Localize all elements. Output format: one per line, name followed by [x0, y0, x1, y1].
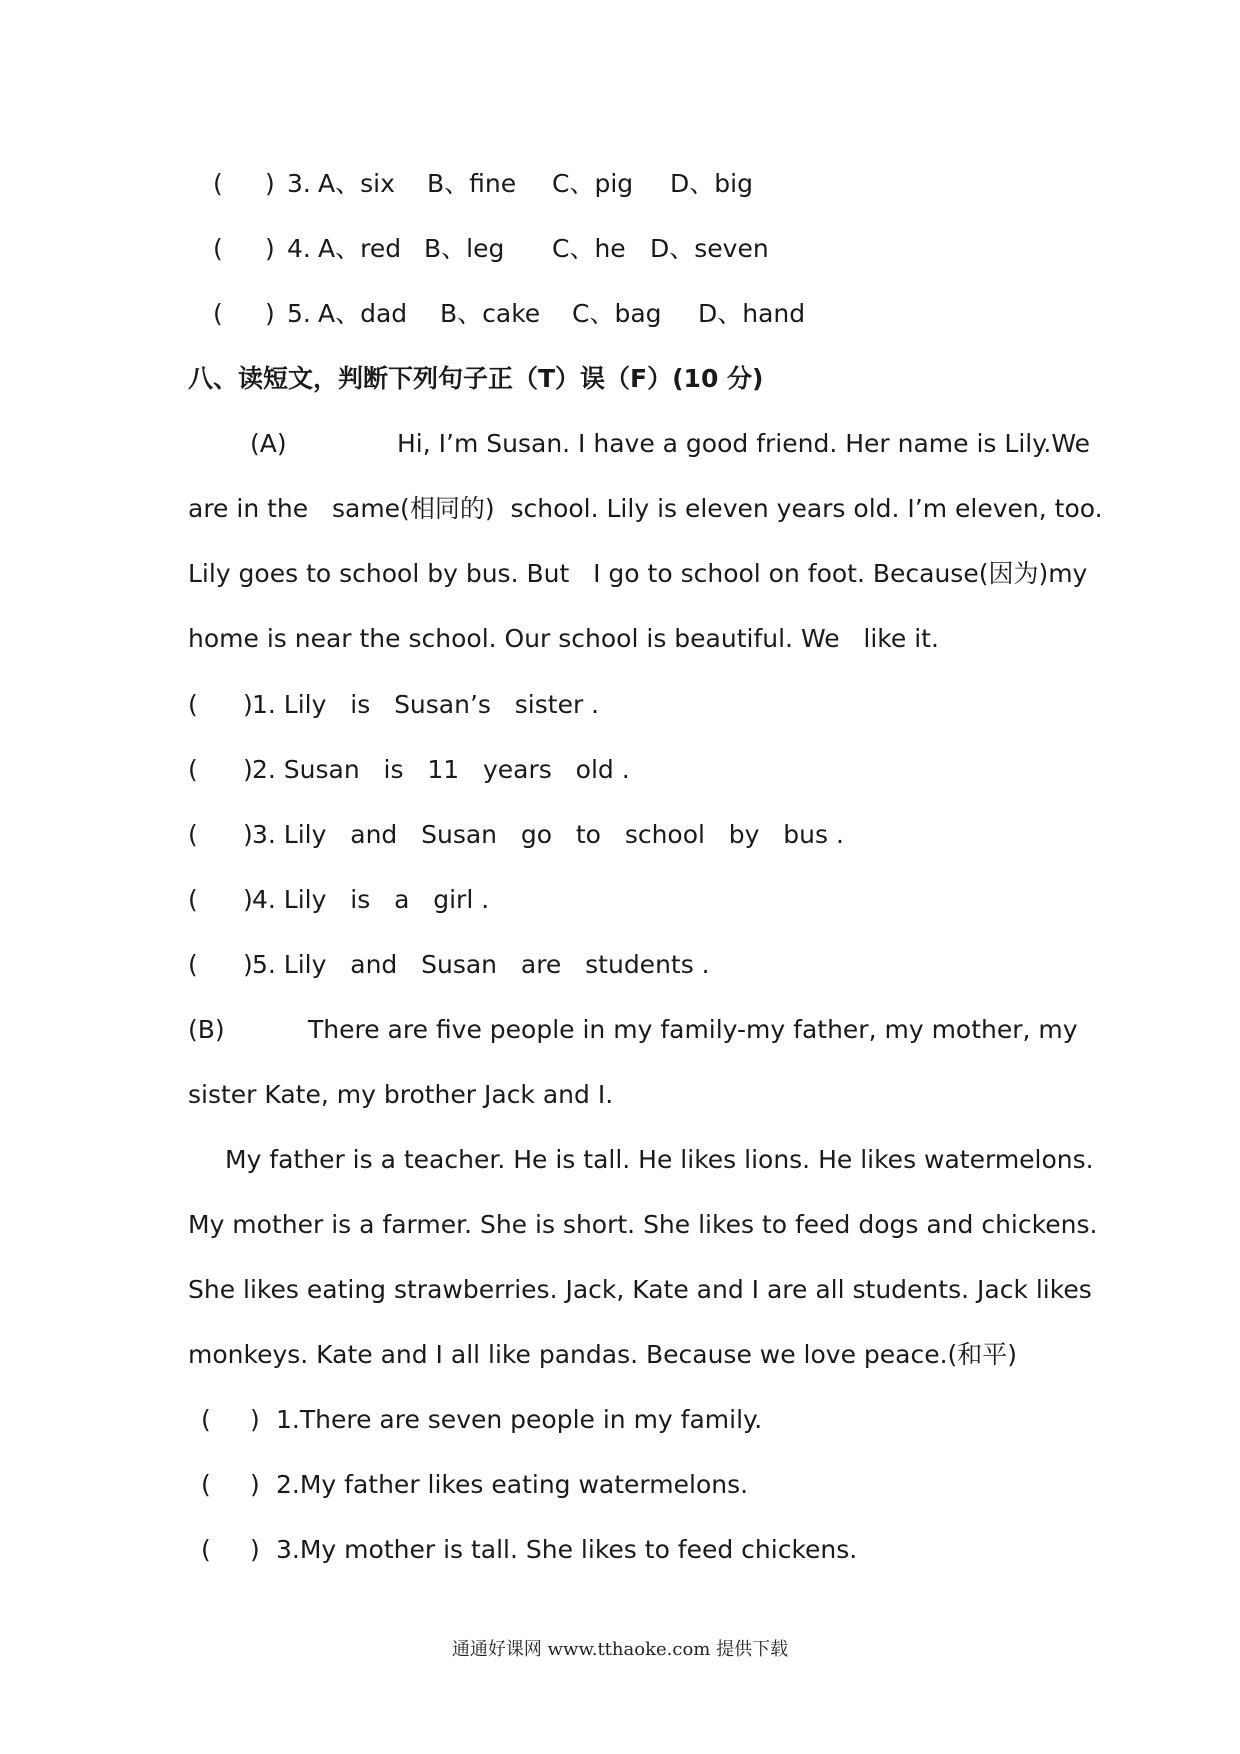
page-footer: 通通好课网 www.tthaoke.com 提供下载 [451, 1639, 789, 1660]
passage-a-line: home is near the school. Our school is beautiful. We like it. [188, 624, 939, 653]
answer-paren-close: ) [243, 755, 253, 784]
question-number: 4. [287, 234, 311, 263]
question-text: 5. Lily and Susan are students . [252, 950, 710, 979]
answer-paren-open: ( [213, 234, 223, 263]
answer-paren-close: ) [265, 169, 275, 198]
option-a: A、six [318, 169, 395, 198]
answer-paren-open: ( [201, 1405, 211, 1434]
passage-a-line: are in the same(相同的) school. Lily is eleven years old. I’m eleven, too. [188, 494, 1103, 523]
option-c: C、he [552, 234, 626, 263]
option-b: B、cake [440, 299, 541, 328]
answer-paren-close: ) [265, 299, 275, 328]
question-text: 4. Lily is a girl . [252, 885, 490, 914]
option-a: A、red [318, 234, 402, 263]
question-number: 3. [287, 169, 311, 198]
option-d: D、hand [698, 299, 806, 328]
answer-paren-open: ( [201, 1470, 211, 1499]
question-text: 2.My father likes eating watermelons. [276, 1470, 749, 1499]
passage-a-label: (A) [250, 429, 287, 458]
answer-paren-close: ) [265, 234, 275, 263]
answer-paren-open: ( [188, 755, 198, 784]
option-a: A、dad [318, 299, 408, 328]
question-text: 3. Lily and Susan go to school by bus . [252, 820, 844, 849]
option-d: D、big [670, 169, 753, 198]
answer-paren-close: ) [243, 885, 253, 914]
answer-paren-open: ( [213, 169, 223, 198]
answer-paren-close: ) [250, 1535, 260, 1564]
question-text: 3.My mother is tall. She likes to feed chickens. [276, 1535, 858, 1564]
question-number: 5. [287, 299, 311, 328]
answer-paren-close: ) [250, 1405, 260, 1434]
answer-paren-open: ( [188, 820, 198, 849]
question-text: 2. Susan is 11 years old . [252, 755, 630, 784]
passage-b-line: monkeys. Kate and I all like pandas. Because we love peace.(和平) [188, 1340, 1018, 1369]
answer-paren-open: ( [201, 1535, 211, 1564]
passage-a-line: Lily goes to school by bus. But I go to school on foot. Because(因为)my [188, 559, 1088, 588]
question-text: 1.There are seven people in my family. [276, 1405, 763, 1434]
answer-paren-open: ( [188, 885, 198, 914]
passage-a-line: Hi, I’m Susan. I have a good friend. Her name is Lily.We [397, 429, 1091, 458]
answer-paren-close: ) [243, 820, 253, 849]
option-c: C、bag [572, 299, 662, 328]
passage-b-line: My father is a teacher. He is tall. He likes lions. He likes watermelons. [225, 1145, 1094, 1174]
option-b: B、leg [424, 234, 505, 263]
option-b: B、fine [427, 169, 517, 198]
answer-paren-close: ) [243, 950, 253, 979]
option-c: C、pig [552, 169, 634, 198]
answer-paren-close: ) [250, 1470, 260, 1499]
section-heading: 八、读短文，判断下列句子正（T）误（F）(10 分) [188, 364, 764, 393]
answer-paren-open: ( [188, 690, 198, 719]
answer-paren-open: ( [213, 299, 223, 328]
passage-b-line: sister Kate, my brother Jack and I. [188, 1080, 614, 1109]
passage-b-line: My mother is a farmer. She is short. She likes to feed dogs and chickens. [188, 1210, 1098, 1239]
passage-b-label: (B) [188, 1015, 225, 1044]
answer-paren-close: ) [243, 690, 253, 719]
passage-b-line: There are five people in my family-my father, my mother, my [308, 1015, 1078, 1044]
question-text: 1. Lily is Susan’s sister . [252, 690, 600, 719]
answer-paren-open: ( [188, 950, 198, 979]
passage-b-line: She likes eating strawberries. Jack, Kate and I are all students. Jack likes [188, 1275, 1092, 1304]
option-d: D、seven [650, 234, 769, 263]
